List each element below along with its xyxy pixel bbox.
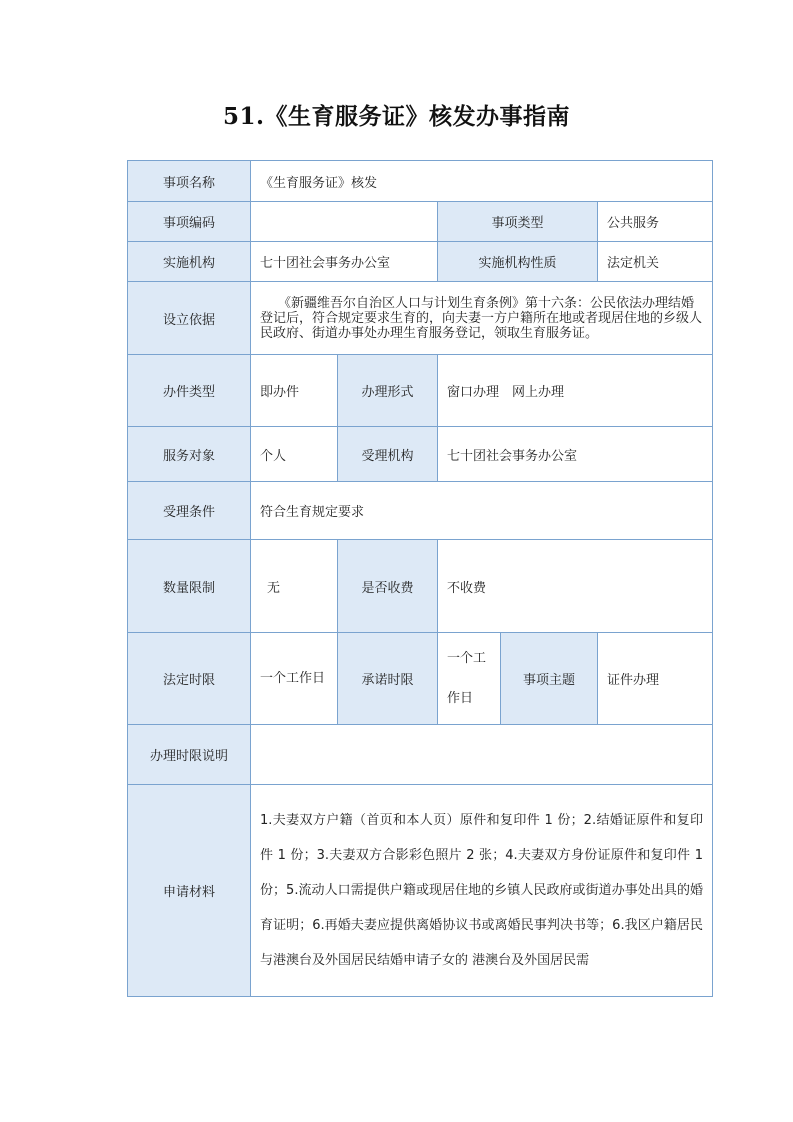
item-name-value: 《生育服务证》核发	[251, 161, 713, 202]
quantity-limit-label: 数量限制	[128, 540, 251, 633]
basis-value: 《新疆维吾尔自治区人口与计划生育条例》第十六条：公民依法办理结婚登记后，符合规定要求生育的，向夫妻一方户籍所在地或者现居住地的乡级人民政府、街道办事处办理生育服务登记，领取生育服务证。	[251, 282, 713, 355]
condition-label: 受理条件	[128, 482, 251, 540]
handling-type-value: 即办件	[251, 355, 338, 427]
item-code-value	[251, 202, 438, 242]
service-target-label: 服务对象	[128, 427, 251, 482]
agency-value: 七十团社会事务办公室	[251, 242, 438, 282]
row-materials	[128, 785, 713, 997]
row-service	[128, 427, 713, 482]
item-code-label: 事项编码	[128, 202, 251, 242]
theme-label: 事项主题	[501, 633, 598, 725]
row-time	[128, 633, 713, 725]
agency-nature-value: 法定机关	[598, 242, 713, 282]
page-title: 51.《生育服务证》核发办事指南	[222, 103, 570, 130]
quantity-limit-value: 无	[251, 540, 338, 633]
row-condition	[128, 482, 713, 540]
basis-label: 设立依据	[128, 282, 251, 355]
row-basis	[128, 282, 713, 355]
handling-form-label: 办理形式	[338, 355, 438, 427]
promise-time-label: 承诺时限	[338, 633, 438, 725]
condition-value: 符合生育规定要求	[251, 482, 713, 540]
agency-label: 实施机构	[128, 242, 251, 282]
item-name-label: 事项名称	[128, 161, 251, 202]
promise-time-value: 一个工作日	[438, 633, 501, 725]
row-quantity	[128, 540, 713, 633]
legal-time-label: 法定时限	[128, 633, 251, 725]
guide-table	[127, 160, 713, 997]
service-target-value: 个人	[251, 427, 338, 482]
fee-label: 是否收费	[338, 540, 438, 633]
legal-time-value: 一个工作日	[251, 633, 338, 725]
time-note-value	[251, 725, 713, 785]
accept-dept-label: 受理机构	[338, 427, 438, 482]
fee-value: 不收费	[438, 540, 713, 633]
row-item-name	[128, 161, 713, 202]
time-note-label: 办理时限说明	[128, 725, 251, 785]
accept-dept-value: 七十团社会事务办公室	[438, 427, 713, 482]
row-agency	[128, 242, 713, 282]
row-handling	[128, 355, 713, 427]
handling-form-value: 窗口办理 网上办理	[438, 355, 713, 427]
theme-value: 证件办理	[598, 633, 713, 725]
materials-label: 申请材料	[128, 785, 251, 997]
item-type-value: 公共服务	[598, 202, 713, 242]
agency-nature-label: 实施机构性质	[438, 242, 598, 282]
row-item-code	[128, 202, 713, 242]
materials-value: 1.夫妻双方户籍（首页和本人页）原件和复印件 1 份；2.结婚证原件和复印件 1 份；3.夫妻双方合影彩色照片 2 张；4.夫妻双方身份证原件和复印件 1 份；5.流动人口需提供户籍或现居住地的乡镇人民政府或街道办事处出具的婚育证明；6.再婚夫妻应提供离婚协议书或离婚民事判决书等；6.我区户籍居民与港澳台及外国居民结婚申请子女的 港澳台及外国居民需	[251, 785, 713, 997]
row-time-note	[128, 725, 713, 785]
handling-type-label: 办件类型	[128, 355, 251, 427]
item-type-label: 事项类型	[438, 202, 598, 242]
